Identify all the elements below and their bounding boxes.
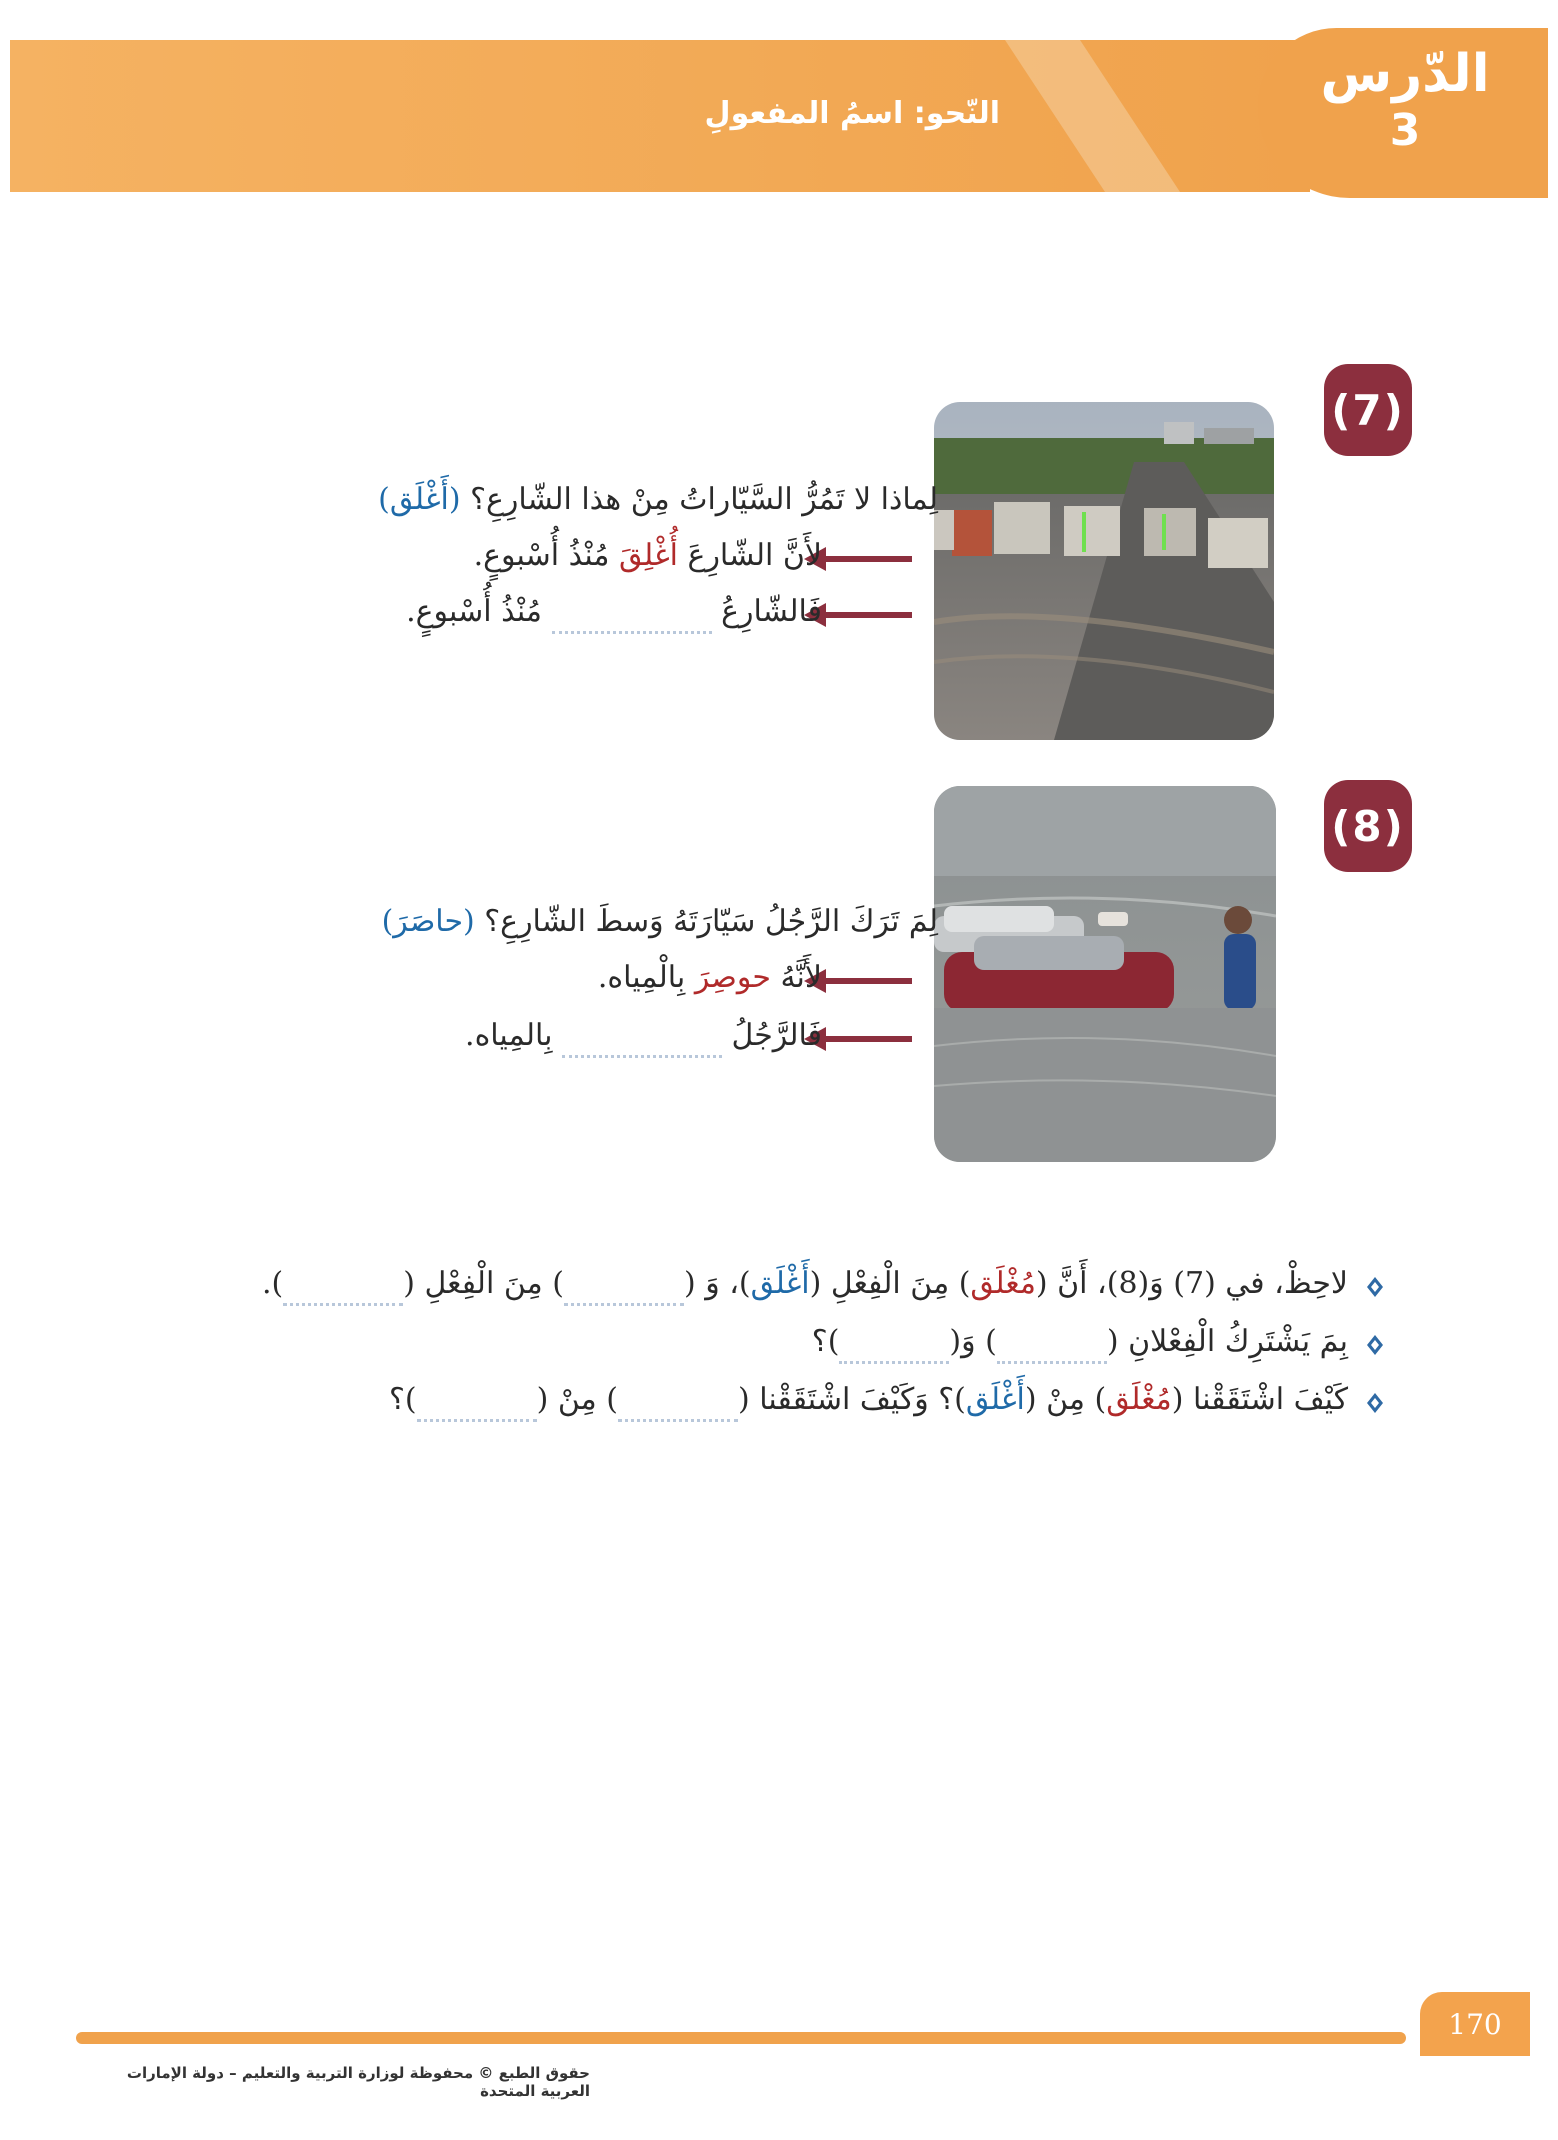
item-8-answer-verb: حوصِرَ <box>694 960 771 995</box>
item-8-badge: (8) <box>1324 780 1412 872</box>
lesson-label: الدّرس <box>1320 44 1490 104</box>
item-8-blank[interactable] <box>562 1055 722 1058</box>
obs-blank-3[interactable] <box>997 1361 1107 1364</box>
flooded-street-photo <box>934 786 1276 1162</box>
item-7-blank[interactable] <box>552 631 712 634</box>
item-7-fill: فَالشّارِعُ مُنْذُ أُسْبوعٍ. <box>406 590 822 634</box>
obs-word-mughlaq: مُغْلَق <box>970 1266 1036 1301</box>
observation-line-2: بِمَ يَشْتَرِكُ الْفِعْلانِ () وَ()؟ <box>812 1320 1348 1364</box>
item-8-question: لِمَ تَرَكَ الرَّجُلُ سَيّارَتَهُ وَسطَ الشّارِعِ؟ (حاصَرَ) <box>381 904 938 939</box>
item-7-question: لِماذا لا تَمُرُّ السَّيّاراتُ مِنْ هذا الشّارِعِ؟ (أَغْلَق) <box>378 482 938 517</box>
obs-blank-5[interactable] <box>618 1419 738 1422</box>
observation-line-3: كَيْفَ اشْتَقَقْنا (مُغْلَق) مِنْ (أَغْلَق)؟ وَكَيْفَ اشْتَقَقْنا () مِنْ ()؟ <box>389 1378 1348 1422</box>
obs-blank-1[interactable] <box>564 1303 684 1306</box>
item-7-question-verb: (أَغْلَق) <box>378 482 461 517</box>
obs-blank-2[interactable] <box>283 1303 403 1306</box>
closed-road-photo <box>934 402 1274 740</box>
obs-verb-aghlaq-2: أَغْلَق <box>965 1382 1025 1417</box>
lesson-topic: النّحو: اسمُ المفعولِ <box>704 96 1000 131</box>
item-8-answer: لأَنَّهُ حوصِرَ بِالْمِياه. <box>597 960 822 995</box>
item-7-arrow-1 <box>820 556 912 562</box>
item-8-question-verb: (حاصَرَ) <box>381 904 475 939</box>
item-7-answer: لأَنَّ الشّارِعَ أُغْلِقَ مُنْذُ أُسْبوعٍ. <box>473 538 822 573</box>
item-7-answer-verb: أُغْلِقَ <box>619 538 678 573</box>
footer-bar <box>76 2032 1406 2044</box>
item-7-arrow-2 <box>820 612 912 618</box>
bullet-diamond-icon <box>1366 1392 1384 1414</box>
obs-blank-4[interactable] <box>839 1361 949 1364</box>
observation-line-1: لاحِظْ، في (7) وَ(8)، أَنَّ (مُغْلَق) مِنَ الْفِعْلِ (أَغْلَق)، وَ () مِنَ الْفِعْلِ (). <box>262 1262 1348 1306</box>
item-8-fill: فَالرَّجُلُ بِالمِياه. <box>465 1014 822 1058</box>
bullet-diamond-icon <box>1366 1276 1384 1298</box>
obs-word-mughlaq-2: مُغْلَق <box>1106 1382 1172 1417</box>
lesson-number: 3 <box>1389 105 1421 156</box>
obs-blank-6[interactable] <box>417 1419 537 1422</box>
bullet-diamond-icon <box>1366 1334 1384 1356</box>
item-7-badge: (7) <box>1324 364 1412 456</box>
copyright-notice: حقوق الطبع © محفوظة لوزارة التربية والتعليم – دولة الإمارات العربية المتحدة <box>126 2064 590 2100</box>
page-number: 170 <box>1420 1992 1530 2056</box>
item-8-arrow-1 <box>820 978 912 984</box>
item-8-arrow-2 <box>820 1036 912 1042</box>
obs-verb-aghlaq: أَغْلَق <box>750 1266 810 1301</box>
